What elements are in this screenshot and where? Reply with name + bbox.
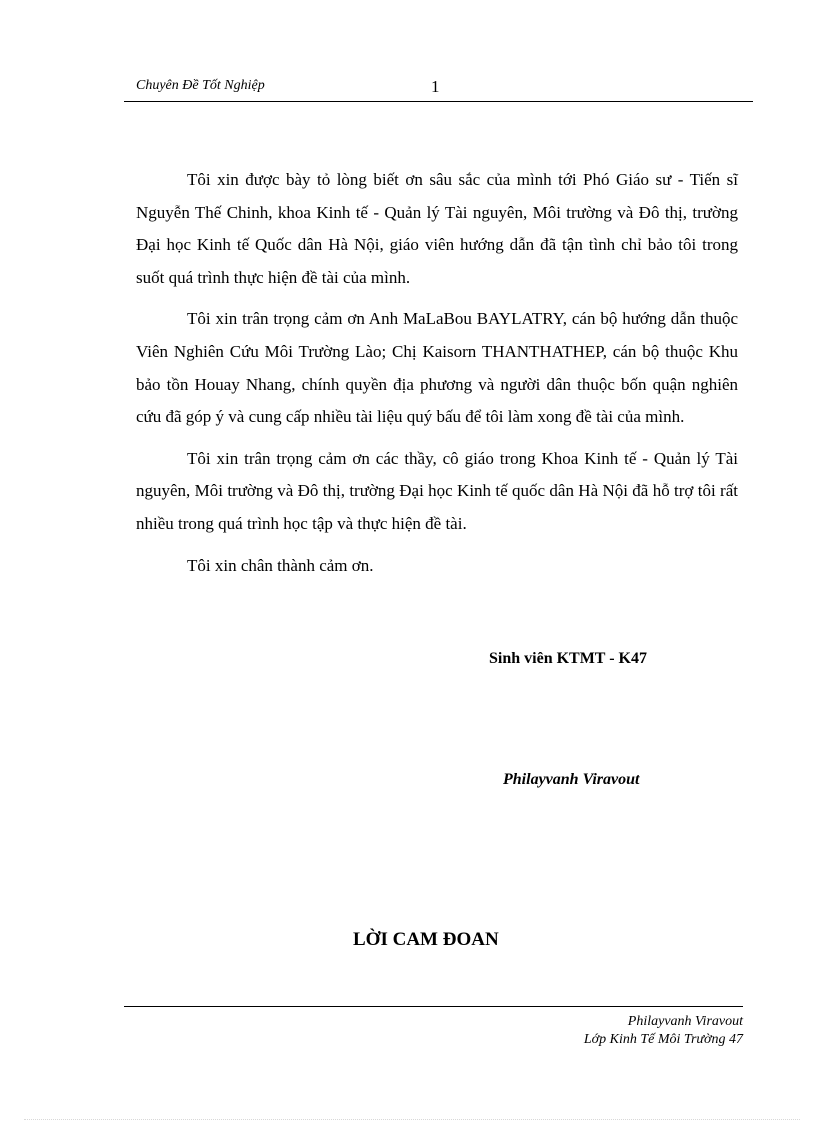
- header-title: Chuyên Đề Tốt Nghiệp: [136, 78, 265, 93]
- page-footer: [124, 1006, 743, 1049]
- page-header: [124, 72, 753, 102]
- paragraph-4: Tôi xin chân thành cảm ơn.: [187, 555, 374, 575]
- footer-class: Lớp Kinh Tế Môi Trường 47: [583, 1032, 743, 1047]
- acknowledgement-body: [136, 164, 738, 591]
- page-number: 1: [431, 77, 440, 96]
- signature-name: Philayvanh Viravout: [503, 771, 640, 788]
- section-heading: LỜI CAM ĐOAN: [353, 929, 499, 950]
- footer-author: Philayvanh Viravout: [627, 1014, 743, 1029]
- paragraph-1: Tôi xin được bày tỏ lòng biết ơn sâu sắc của mình tới Phó Giáo sư - Tiến sĩ Nguyễn Thế Chinh, khoa Kinh tế - Quản lý Tài nguyên, Môi trường và Đô thị, trường Đại học Kinh tế Quốc dân Hà Nội, giáo viên hướng dẫn đã tận tình chỉ bảo tôi trong suốt quá trình thực hiện đề tài của mình.: [136, 170, 738, 287]
- signature-role: Sinh viên KTMT - K47: [489, 650, 647, 667]
- page-edge-divider: [24, 1119, 800, 1120]
- paragraph-3: Tôi xin trân trọng cảm ơn các thầy, cô giáo trong Khoa Kinh tế - Quản lý Tài nguyên, Môi trường và Đô thị, trường Đại học Kinh tế quốc dân Hà Nội đã hỗ trợ tôi rất nhiều trong quá trình học tập và thực hiện đề tài.: [136, 448, 738, 533]
- paragraph-2: Tôi xin trân trọng cảm ơn Anh MaLaBou BAYLATRY, cán bộ hướng dẫn thuộc Viên Nghiên Cứu Môi Trường Lào; Chị Kaisorn THANTHATHEP, cán bộ thuộc Khu bảo tồn Houay Nhang, chính quyền địa phương và người dân thuộc bốn quận nghiên cứu đã góp ý và cung cấp nhiều tài liệu quý bấu để tôi làm xong đề tài của mình.: [136, 309, 738, 427]
